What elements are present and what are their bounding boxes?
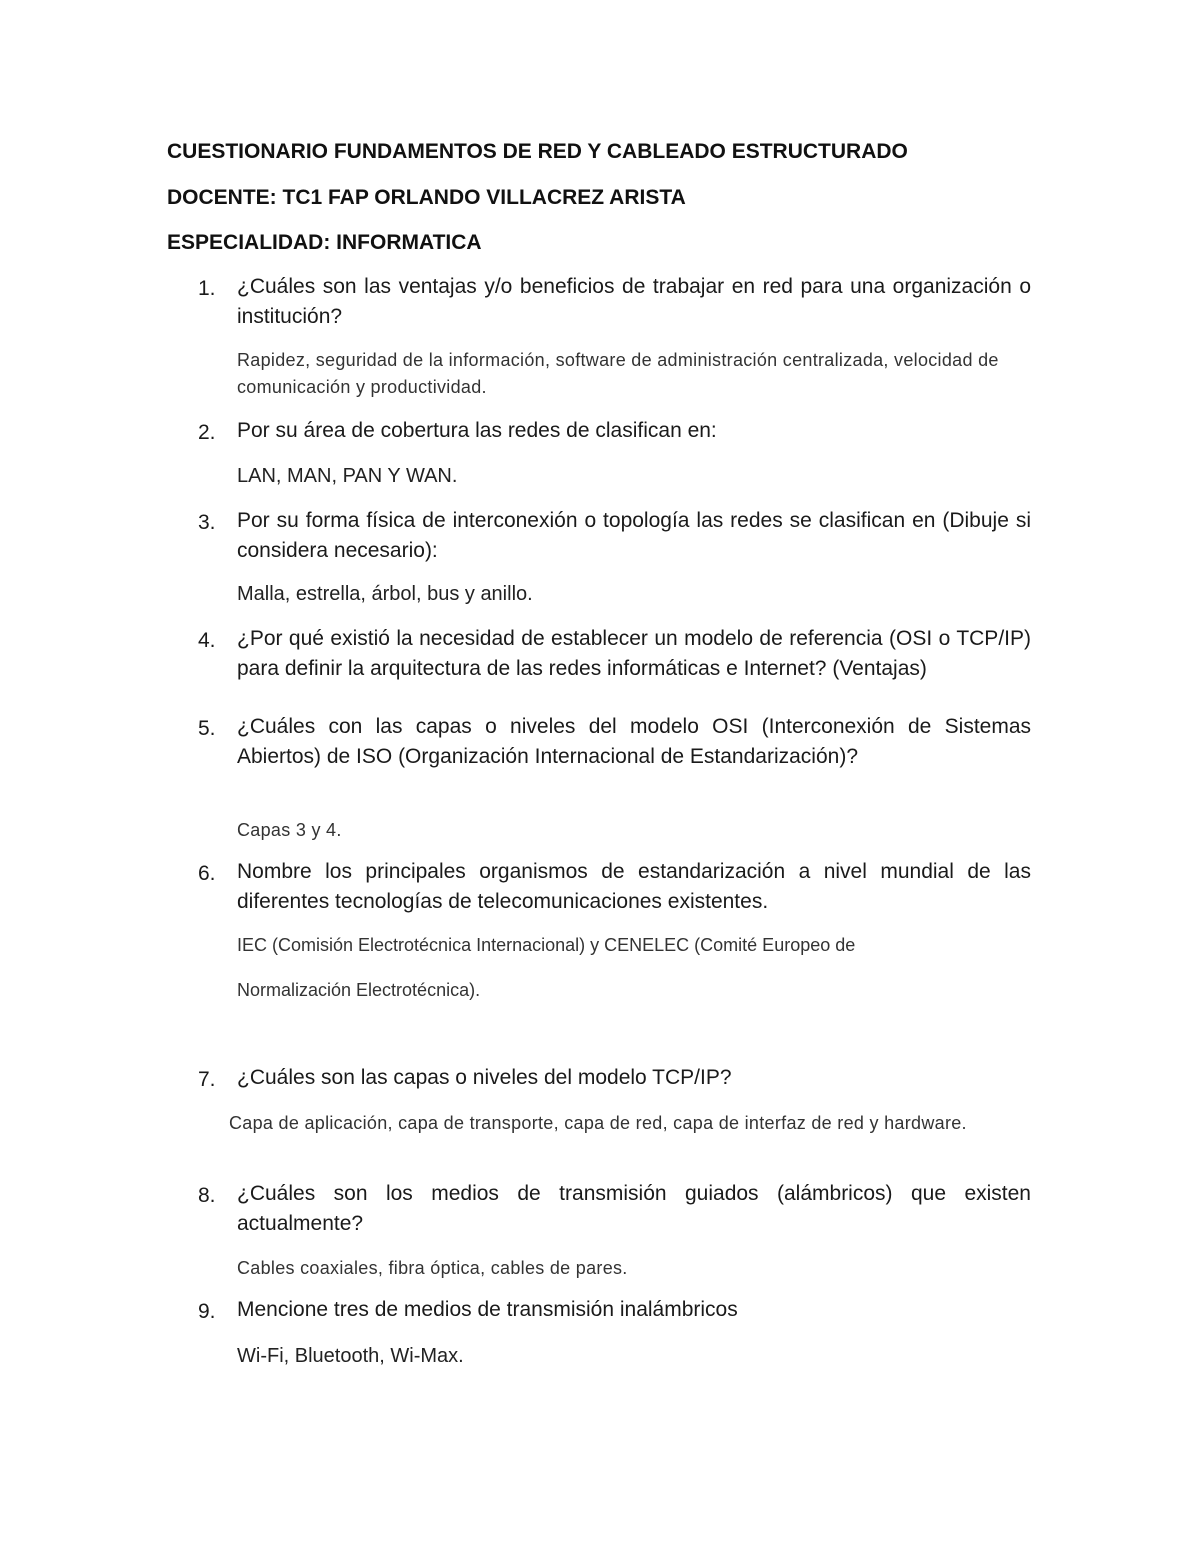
question-number: 9. bbox=[198, 1300, 216, 1323]
answer-text: IEC (Comisión Electrotécnica Internacional) y CENELEC (Comité Europeo de bbox=[237, 935, 856, 955]
question-text: Mencione tres de medios de transmisión inalámbricos bbox=[237, 1298, 738, 1321]
question-number: 4. bbox=[198, 629, 216, 652]
answer-text: Malla, estrella, árbol, bus y anillo. bbox=[237, 583, 533, 605]
question-text: ¿Cuáles son las capas o niveles del modelo TCP/IP? bbox=[237, 1066, 732, 1089]
document-title: CUESTIONARIO FUNDAMENTOS DE RED Y CABLEADO ESTRUCTURADO bbox=[167, 140, 908, 163]
question-number: 8. bbox=[198, 1184, 216, 1207]
answer-text: Cables coaxiales, fibra óptica, cables de pares. bbox=[237, 1258, 628, 1278]
question-text: Por su forma física de interconexión o topología las redes se clasifican en (Dibuje si considera necesario): bbox=[237, 509, 1031, 562]
answer-text: Capas 3 y 4. bbox=[237, 820, 342, 840]
question-text: Nombre los principales organismos de estandarización a nivel mundial de las diferentes tecnologías de telecomunicaciones existentes. bbox=[237, 860, 1031, 913]
question-number: 5. bbox=[198, 717, 216, 740]
docente-line: DOCENTE: TC1 FAP ORLANDO VILLACREZ ARISTA bbox=[167, 186, 686, 209]
answer-text: LAN, MAN, PAN Y WAN. bbox=[237, 465, 458, 487]
especialidad-line: ESPECIALIDAD: INFORMATICA bbox=[167, 231, 482, 254]
question-text: Por su área de cobertura las redes de clasifican en: bbox=[237, 419, 717, 442]
question-number: 1. bbox=[198, 277, 216, 300]
question-text: ¿Cuáles son los medios de transmisión guiados (alámbricos) que existen actualmente? bbox=[237, 1182, 1031, 1235]
question-text: ¿Cuáles son las ventajas y/o beneficios de trabajar en red para una organización o institución? bbox=[237, 275, 1031, 328]
question-number: 7. bbox=[198, 1068, 216, 1091]
answer-text: Rapidez, seguridad de la información, software de administración centralizada, velocidad de comunicación y productividad. bbox=[237, 350, 999, 397]
question-text: ¿Cuáles con las capas o niveles del modelo OSI (Interconexión de Sistemas Abiertos) de ISO (Organización Internacional de Estandarización)? bbox=[237, 715, 1031, 768]
answer-text: Capa de aplicación, capa de transporte, capa de red, capa de interfaz de red y hardware. bbox=[229, 1113, 967, 1133]
answer-text: Wi-Fi, Bluetooth, Wi-Max. bbox=[237, 1345, 464, 1367]
question-number: 3. bbox=[198, 511, 216, 534]
question-text: ¿Por qué existió la necesidad de establecer un modelo de referencia (OSI o TCP/IP) para definir la arquitectura de las redes informáticas e Internet? (Ventajas) bbox=[237, 627, 1031, 680]
question-number: 2. bbox=[198, 421, 216, 444]
question-number: 6. bbox=[198, 862, 216, 885]
answer-text: Normalización Electrotécnica). bbox=[237, 980, 481, 1000]
